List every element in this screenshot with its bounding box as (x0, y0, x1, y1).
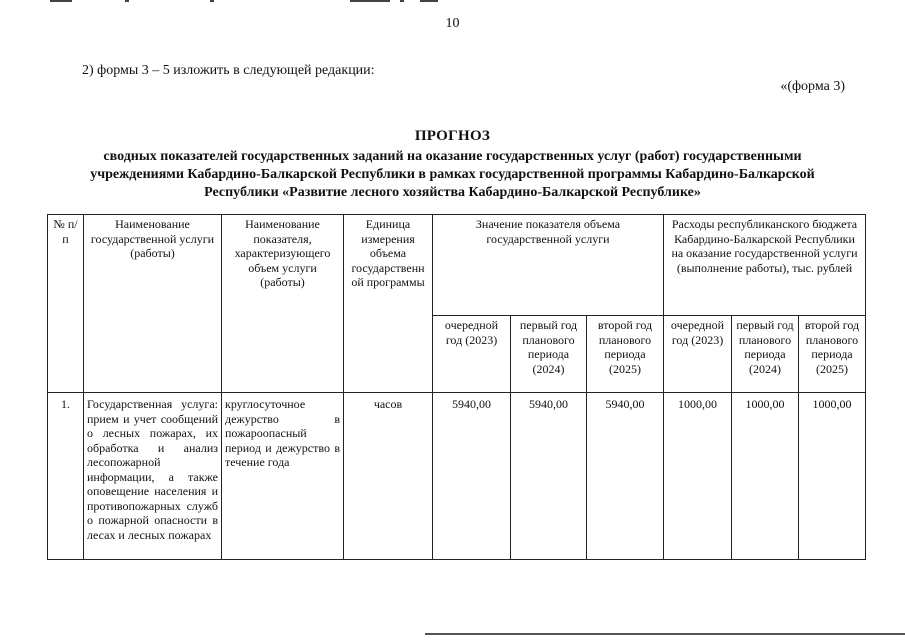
cell-expense-value: 1000,00 (799, 393, 866, 560)
header-indicator: Наименование показателя, характеризующего объем услуги (работы) (222, 215, 344, 393)
cell-expense-value: 1000,00 (732, 393, 799, 560)
header-num: № п/п (48, 215, 84, 393)
cell-unit: часов (344, 393, 433, 560)
header-expense-year: второй год планового периода (2025) (799, 316, 866, 393)
instruction-text: 2) формы 3 – 5 изложить в следующей редакции: (82, 63, 375, 78)
table-row (48, 393, 866, 560)
cell-num: 1. (48, 393, 84, 560)
header-expense-year: первый год планового периода (2024) (732, 316, 799, 393)
document-title: ПРОГНОЗ (414, 128, 491, 144)
header-expense-year: очередной год (2023) (664, 316, 732, 393)
header-volume-year: очередной год (2023) (433, 316, 511, 393)
cell-expense-value: 1000,00 (664, 393, 732, 560)
cell-volume-value: 5940,00 (433, 393, 511, 560)
header-volume-year: второй год планового периода (2025) (587, 316, 664, 393)
page-number: 10 (445, 16, 460, 31)
forecast-table (47, 214, 866, 560)
top-scan-marks (40, 0, 470, 4)
subtitle-line: Республики «Развитие лесного хозяйства Кабардино-Балкарской Республике» (204, 185, 701, 200)
table-header-row (48, 215, 866, 316)
header-expense-group: Расходы республиканского бюджета Кабардино-Балкарской Республики на оказание государственной услуги (выполнение работы), тыс. рублей (664, 215, 866, 316)
cell-volume-value: 5940,00 (511, 393, 587, 560)
header-unit: Единица измерения объема государственн ой программы (344, 215, 433, 393)
cell-service: Государственная услуга: прием и учет сообщений о лесных пожарах, их обработка и анализ лесопожарной информации, а также оповещение населения и противопожарных служб о пожарной опасности в лесах и лесных пожарах (84, 393, 222, 560)
document-subtitle (50, 148, 855, 202)
cell-indicator: круглосуточное дежурство в пожароопасный период и дежурство в течение года (222, 393, 344, 560)
form-label: «(форма 3) (780, 79, 845, 94)
header-service: Наименование государственной услуги (работы) (84, 215, 222, 393)
bottom-scan-line (425, 633, 905, 635)
subtitle-line: учреждениями Кабардино-Балкарской Республики в рамках государственной программы Кабардино-Балкарской (90, 167, 815, 182)
subtitle-line: сводных показателей государственных заданий на оказание государственных услуг (работ) государственными (103, 149, 802, 164)
cell-volume-value: 5940,00 (587, 393, 664, 560)
header-volume-group: Значение показателя объема государственной услуги (433, 215, 664, 316)
header-volume-year: первый год планового периода (2024) (511, 316, 587, 393)
